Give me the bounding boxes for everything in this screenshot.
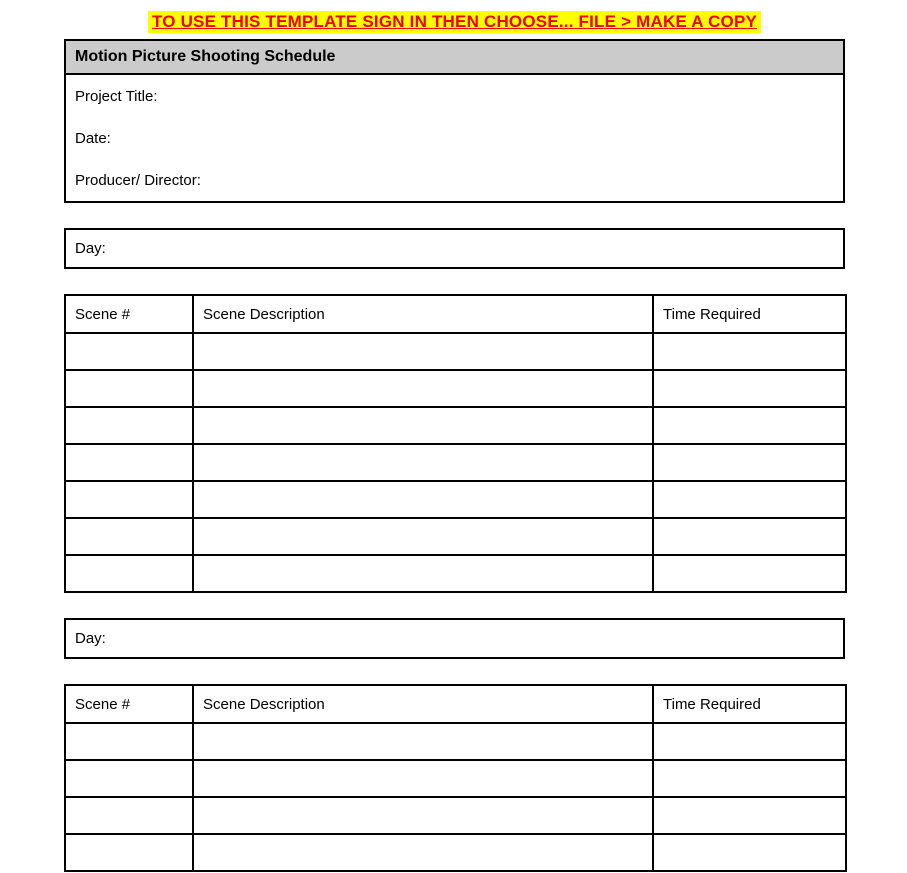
time-required-cell[interactable] <box>653 555 846 592</box>
time-required-cell[interactable] <box>653 518 846 555</box>
scene-description-cell[interactable] <box>193 760 653 797</box>
scene-row <box>65 333 846 370</box>
scene-description-cell[interactable] <box>193 834 653 871</box>
producer-director-label: Producer/ Director: <box>75 172 201 189</box>
scene-number-cell[interactable] <box>65 481 193 518</box>
day-label: Day: <box>75 630 106 647</box>
column-header-scene-number: Scene # <box>65 295 193 333</box>
scene-number-cell[interactable] <box>65 518 193 555</box>
day-box-2[interactable] <box>64 618 845 659</box>
scene-row <box>65 370 846 407</box>
column-header-time-required: Time Required <box>653 295 846 333</box>
scene-description-cell[interactable] <box>193 333 653 370</box>
scene-row <box>65 834 846 871</box>
scene-row <box>65 760 846 797</box>
scene-table-header-row <box>65 685 846 723</box>
scene-description-cell[interactable] <box>193 555 653 592</box>
time-required-cell[interactable] <box>653 760 846 797</box>
scene-number-cell[interactable] <box>65 555 193 592</box>
scene-row <box>65 555 846 592</box>
scene-row <box>65 518 846 555</box>
scene-number-cell[interactable] <box>65 834 193 871</box>
scene-description-cell[interactable] <box>193 444 653 481</box>
column-header-scene-number: Scene # <box>65 685 193 723</box>
scene-number-cell[interactable] <box>65 407 193 444</box>
scene-number-cell[interactable] <box>65 723 193 760</box>
banner-text: TO USE THIS TEMPLATE SIGN IN THEN CHOOSE... FILE > MAKE A COPY <box>148 11 761 33</box>
scene-number-cell[interactable] <box>65 444 193 481</box>
column-header-time-required: Time Required <box>653 685 846 723</box>
scene-number-cell[interactable] <box>65 370 193 407</box>
column-header-scene-description: Scene Description <box>193 685 653 723</box>
column-header-scene-description: Scene Description <box>193 295 653 333</box>
date-label: Date: <box>75 130 111 147</box>
scene-description-cell[interactable] <box>193 518 653 555</box>
project-title-label: Project Title: <box>75 88 158 105</box>
scene-description-cell[interactable] <box>193 481 653 518</box>
scene-description-cell[interactable] <box>193 797 653 834</box>
scene-number-cell[interactable] <box>65 333 193 370</box>
scene-row <box>65 723 846 760</box>
scene-description-cell[interactable] <box>193 370 653 407</box>
scene-table-header-row <box>65 295 846 333</box>
time-required-cell[interactable] <box>653 444 846 481</box>
scene-description-cell[interactable] <box>193 723 653 760</box>
scene-row <box>65 481 846 518</box>
time-required-cell[interactable] <box>653 481 846 518</box>
schedule-header-box <box>64 39 845 203</box>
schedule-title: Motion Picture Shooting Schedule <box>66 41 843 75</box>
scene-row <box>65 407 846 444</box>
time-required-cell[interactable] <box>653 370 846 407</box>
template-banner <box>64 0 845 33</box>
day-box-1[interactable] <box>64 228 845 269</box>
time-required-cell[interactable] <box>653 723 846 760</box>
document-content <box>64 0 845 872</box>
scene-number-cell[interactable] <box>65 797 193 834</box>
day-label: Day: <box>75 240 106 257</box>
time-required-cell[interactable] <box>653 834 846 871</box>
time-required-cell[interactable] <box>653 797 846 834</box>
scene-number-cell[interactable] <box>65 760 193 797</box>
project-info-box[interactable] <box>66 75 843 201</box>
scene-row <box>65 797 846 834</box>
scene-row <box>65 444 846 481</box>
time-required-cell[interactable] <box>653 407 846 444</box>
scene-table-2 <box>64 684 847 872</box>
scene-description-cell[interactable] <box>193 407 653 444</box>
time-required-cell[interactable] <box>653 333 846 370</box>
scene-table-1 <box>64 294 847 593</box>
